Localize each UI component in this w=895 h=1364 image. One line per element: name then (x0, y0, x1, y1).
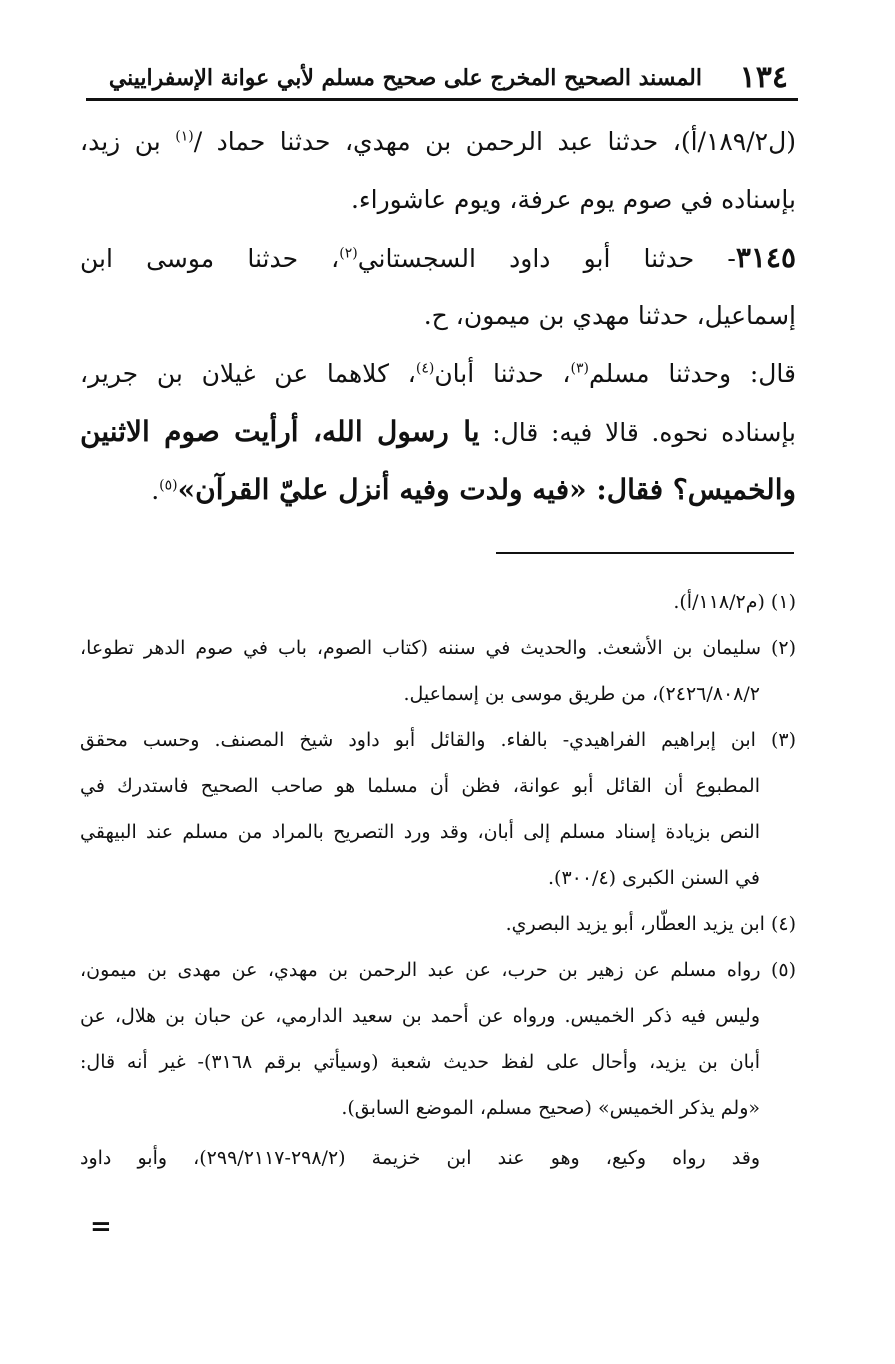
hadith-text (80, 116, 796, 522)
footnote-3-cont-1: المطبوع أن القائل أبو عوانة، فظن أن مسلما هو صاحب الصحيح فاستدرك في (80, 775, 760, 797)
prophetic-quote: يا رسول الله، أرأيت صوم الاثنين (80, 415, 480, 448)
text-line-4: إسماعيل، حدثنا مهدي بن ميمون، ح. (423, 301, 796, 330)
text-line-2: بإسناده في صوم يوم عرفة، ويوم عاشوراء. (350, 185, 796, 214)
text-line-6: بإسناده نحوه. قالا فيه: قال: يا رسول الله، أرأيت صوم الاثنين (80, 415, 796, 448)
continuation-mark: = (90, 1212, 112, 1242)
page-number: ١٣٤ (739, 60, 788, 95)
footnote-3-cont-3: في السنن الكبرى (٣٠٠/٤). (547, 867, 760, 889)
running-header (86, 58, 798, 101)
footnote-4: (٤) ابن يزيد العطّار، أبو يزيد البصري. (505, 913, 796, 935)
footnote-ref-2: (٢) (339, 245, 358, 262)
footnote-5-cont-2: أبان بن يزيد، وأحال على لفظ حديث شعبة (وسيأتي برقم ٣١٦٨)- غير أنه قال: (80, 1051, 761, 1073)
footnote-5: (٥) رواه مسلم عن زهير بن حرب، عن عبد الرحمن بن مهدي، عن مهدى بن ميمون، (80, 959, 796, 981)
footnote-5-cont-3: «ولم يذكر الخميس» (صحيح مسلم، الموضع السابق). (341, 1097, 760, 1119)
text-line-3: ٣١٤٥- حدثنا أبو داود السجستاني$^{(٢)}$، حدثنا موسى ابن (80, 241, 796, 274)
footnote-1: (١) (م١١٨/٢/أ). (673, 591, 796, 613)
footnote-ref-1: (١) (175, 128, 194, 145)
footnote-5-cont-4: وقد رواه وكيع، وهو عند ابن خزيمة (٢٩٨/٢-٢٩٩/٢١١٧)، وأبو داود (80, 1147, 760, 1169)
hadith-number: ٣١٤٥ (735, 241, 796, 274)
footnotes (80, 580, 796, 1182)
footnote-ref-3: (٣) (570, 360, 589, 377)
footnote-3-cont-2: النص بزيادة إسناد مسلم إلى أبان، وقد ورد التصريح بالمراد من مسلم عند البيهقي (80, 821, 760, 843)
footnote-separator (496, 552, 794, 554)
footnote-ref-5: (٥) (159, 477, 178, 494)
footnote-2-cont: ٢٤٢٦/٨٠٨/٢)، من طريق موسى بن إسماعيل. (403, 683, 760, 705)
footnote-ref-4: (٤) (415, 360, 435, 377)
prophetic-answer: «فيه ولدت وفيه أنزل عليّ القرآن» (177, 473, 587, 506)
text-line-5: قال: وحدثنا مسلم$^{(٣)}$، حدثنا أبان$^{(٤)}$، كلاهما عن غيلان بن جرير، (80, 359, 796, 388)
footnote-2: (٢) سليمان بن الأشعث. والحديث في سننه (كتاب الصوم، باب في صوم الدهر تطوعا، (80, 637, 796, 659)
footnote-3: (٣) ابن إبراهيم الفراهيدي- بالفاء. والقائل أبو داود شيخ المصنف. وحسب محقق (80, 729, 796, 751)
text-line-7: والخميس؟ فقال: «فيه ولدت وفيه أنزل عليّ القرآن»$^{(٥)}$. (151, 473, 796, 506)
book-title: المسند الصحيح المخرج على صحيح مسلم لأبي عوانة الإسفراييني (108, 65, 702, 91)
footnote-5-cont-1: وليس فيه ذكر الخميس. ورواه عن أحمد بن سعيد الدارمي، عن حبان بن هلال، عن (80, 1005, 760, 1027)
text-line-1: (ل١٨٩/٢/أ)، حدثنا عبد الرحمن بن مهدي، حدثنا حماد /$^{(١)}$ بن زيد، (80, 127, 796, 156)
